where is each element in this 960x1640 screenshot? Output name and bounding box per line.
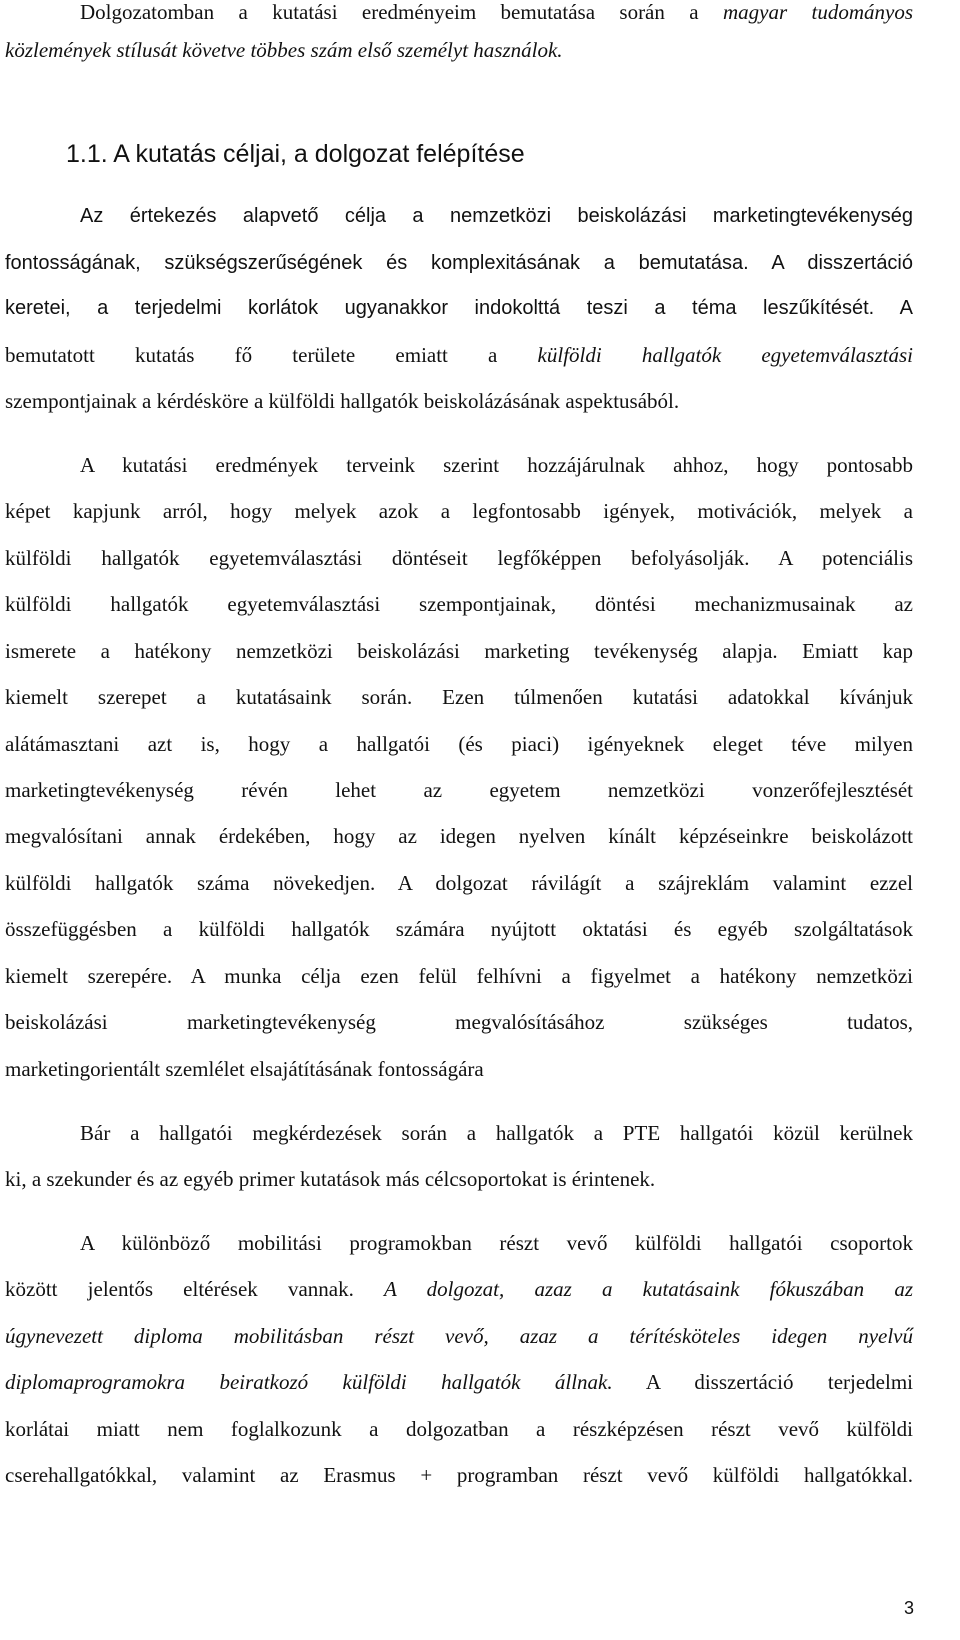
p1-text: bemutatott kutatás fő területe emiatt a: [5, 343, 538, 367]
p2-line-5: ismerete a hatékony nemzetközi beiskolázási marketing tevékenység alapja. Emiatt kap: [5, 639, 913, 663]
p4-italic: úgynevezett diploma mobilitásban részt vevő, azaz a térítésköteles idegen nyelvű: [5, 1324, 913, 1348]
p1-line-4: [5, 341, 913, 369]
p4-line-3: [5, 1322, 913, 1350]
p2-line-7: alátámasztani azt is, hogy a hallgatói (és piaci) igényeknek eleget téve milyen: [5, 732, 913, 756]
p2-line-4: külföldi hallgatók egyetemválasztási szempontjainak, döntési mechanizmusainak az: [5, 592, 913, 616]
p4-line-1: A különböző mobilitási programokban részt vevő külföldi hallgatói csoportok: [80, 1231, 913, 1255]
p2-line-6: kiemelt szerepet a kutatásaink során. Ezen túlmenően kutatási adatokkal kívánjuk: [5, 685, 913, 709]
page-number: 3: [903, 1598, 914, 1618]
p2-line-1: A kutatási eredmények terveink szerint hozzájárulnak ahhoz, hogy pontosabb: [80, 453, 913, 477]
p1-line-1: Az értekezés alapvető célja a nemzetközi beiskolázási marketingtevékenység: [80, 205, 913, 227]
p4-text: A disszertáció terjedelmi: [612, 1370, 913, 1394]
p4-line-5: korlátai miatt nem foglalkozunk a dolgozatban a részképzésen részt vevő külföldi: [5, 1417, 913, 1441]
p1-line-2: [5, 248, 913, 277]
p2-line-12: kiemelt szerepére. A munka célja ezen felül felhívni a figyelmet a hatékony nemzetközi: [5, 964, 913, 988]
p2-line-11: összefüggésben a külföldi hallgatók számára nyújtott oktatási és egyéb szolgáltatások: [5, 917, 913, 941]
p1-line-3: [5, 294, 913, 322]
p4-italic: diplomaprogramokra beiratkozó külföldi hallgatók állnak.: [5, 1370, 613, 1394]
p2-line-3: külföldi hallgatók egyetemválasztási döntéseit legfőképpen befolyásolják. A potenciális: [5, 546, 913, 570]
p1-line-5: szempontjainak a kérdésköre a külföldi hallgatók beiskolázásának aspektusából.: [5, 389, 680, 413]
intro-text: Dolgozatomban a kutatási eredményeim bemutatása során a: [80, 0, 723, 24]
p3-line-1: Bár a hallgatói megkérdezések során a hallgatók a PTE hallgatói közül kerülnek: [80, 1121, 913, 1145]
p2-line-13: beiskolázási marketingtevékenység megvalósításához szükséges tudatos,: [5, 1010, 913, 1034]
intro-italic: magyar tudományos: [722, 0, 913, 24]
p1-text: keretei, a terjedelmi korlátok ugyanakkor indokolttá teszi a téma leszűkítését.: [5, 297, 875, 319]
p2-line-10: külföldi hallgatók száma növekedjen. A dolgozat rávilágít a szájreklám valamint ezzel: [5, 871, 913, 895]
p1-text: fontosságának, szükségszerűségének és komplexitásának a bemutatása.: [5, 252, 749, 274]
p4-line-2: [5, 1275, 913, 1303]
p4-italic: A dolgozat, azaz a kutatásaink fókuszában az: [384, 1277, 913, 1301]
p1-italic: külföldi hallgatók egyetemválasztási: [537, 343, 913, 367]
section-heading: 1.1. A kutatás céljai, a dolgozat felépítése: [66, 140, 525, 168]
p2-line-14: marketingorientált szemlélet elsajátításának fontosságára: [5, 1057, 484, 1081]
p4-line-6: cserehallgatókkal, valamint az Erasmus + programban részt vevő külföldi hallgatókkal.: [5, 1463, 913, 1487]
p1-text: A disszertáció: [748, 252, 914, 274]
p4-line-4: [5, 1368, 913, 1396]
intro-italic-2: közlemények stílusát követve többes szám első személyt használok.: [5, 38, 563, 62]
p4-text: között jelentős eltérések vannak.: [5, 1277, 385, 1301]
p3-line-2: ki, a szekunder és az egyéb primer kutatások más célcsoportokat is érintenek.: [5, 1167, 656, 1191]
intro-line-2: [5, 36, 913, 64]
p2-line-9: megvalósítani annak érdekében, hogy az idegen nyelven kínált képzéseinkre beiskolázott: [5, 824, 913, 848]
p1-text: A: [874, 297, 913, 319]
p2-line-8: marketingtevékenység révén lehet az egyetem nemzetközi vonzerőfejlesztését: [5, 778, 913, 802]
p2-line-2: képet kapjunk arról, hogy melyek azok a legfontosabb igények, motivációk, melyek a: [5, 499, 913, 523]
intro-line-1: [80, 0, 913, 26]
